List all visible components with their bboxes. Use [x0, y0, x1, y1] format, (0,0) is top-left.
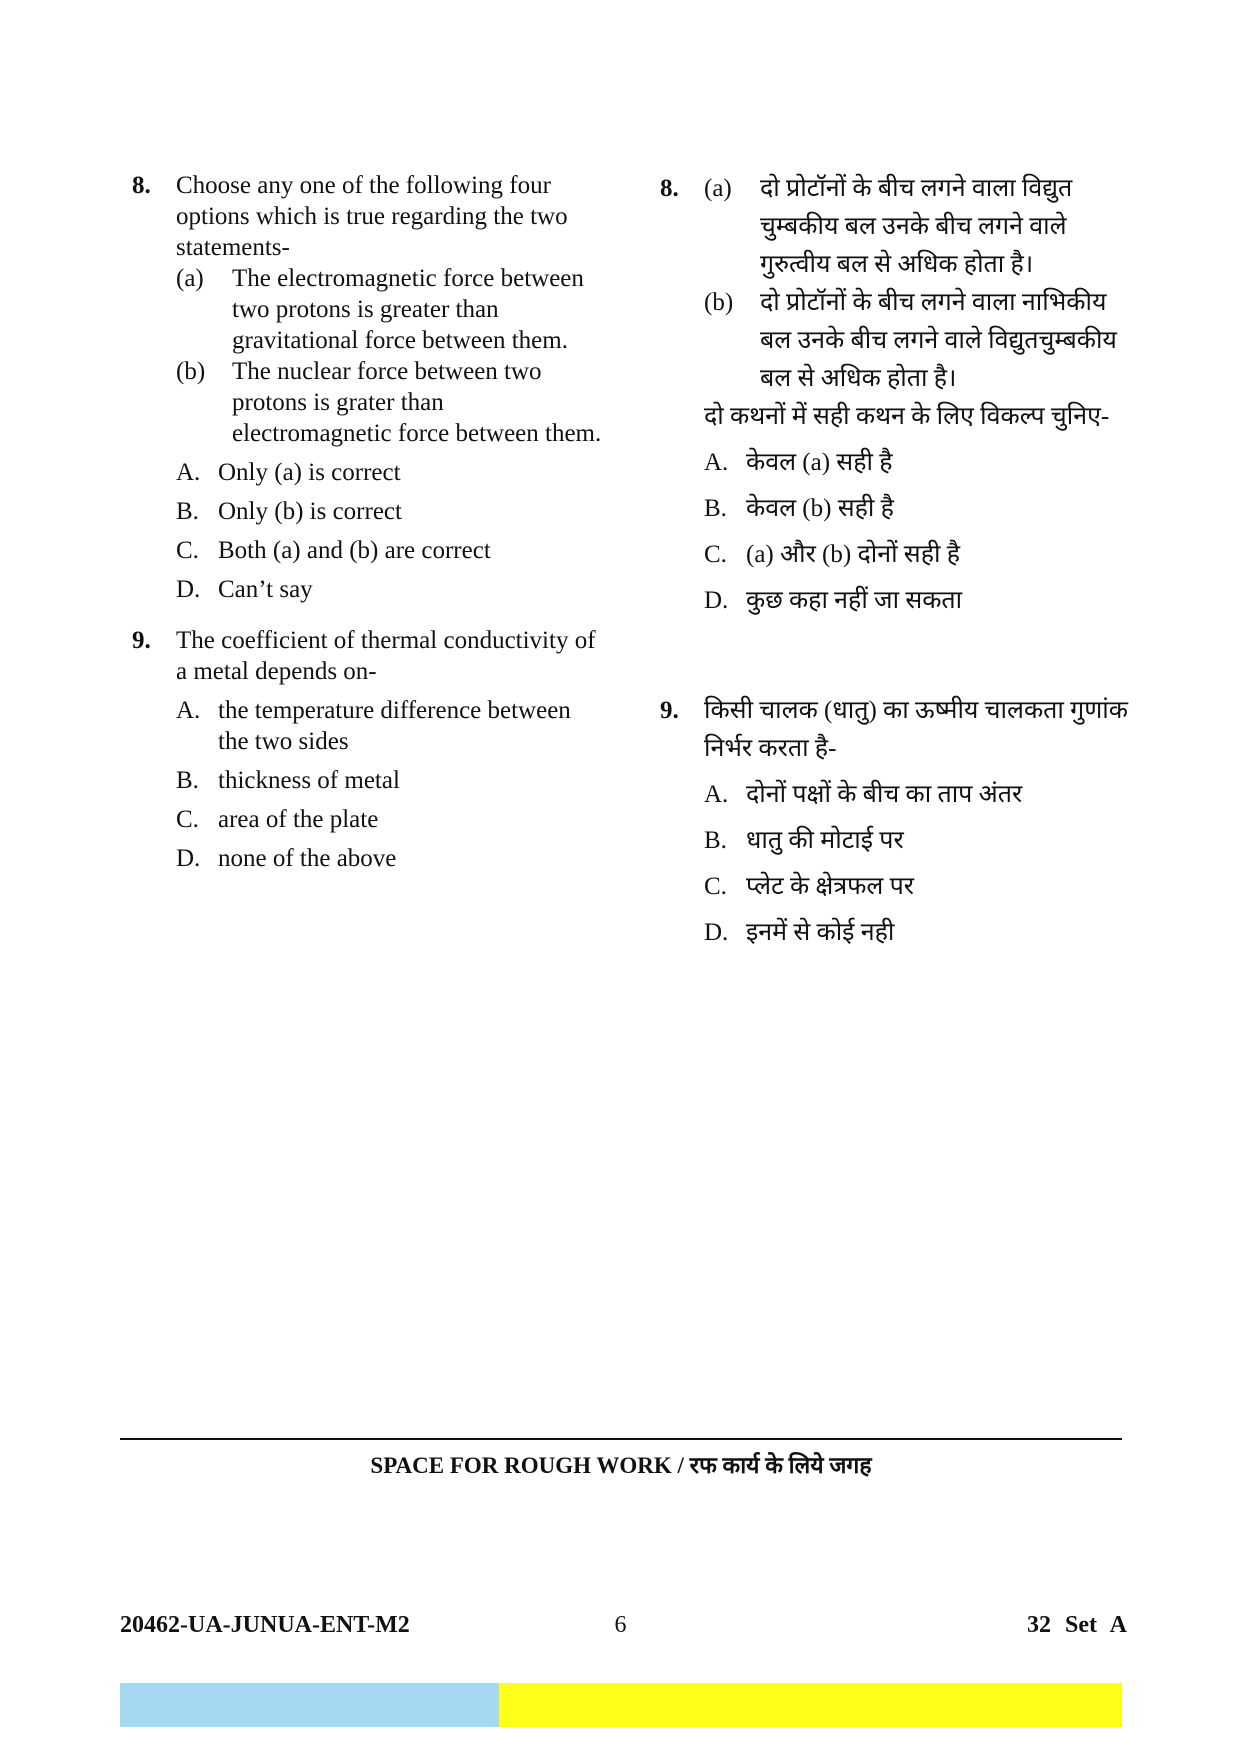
option-text: (a) और (b) दोनों सही है — [746, 541, 960, 568]
question-9-hi — [660, 692, 1140, 952]
option-text: Only (b) is correct — [218, 498, 402, 525]
question-number: 8. — [660, 175, 679, 202]
options-list — [176, 695, 602, 874]
question-8-en — [132, 170, 602, 605]
option-b — [176, 765, 602, 796]
rough-work-heading: SPACE FOR ROUGH WORK / रफ कार्य के लिये जगह — [370, 1453, 872, 1478]
option-text: thickness of metal — [218, 767, 400, 794]
question-stem: The coefficient of thermal conductivity of a metal depends on- — [176, 627, 596, 685]
option-label: A. — [176, 697, 201, 724]
page-number: 6 — [614, 1612, 627, 1638]
option-label: A. — [704, 449, 729, 476]
set-label: 32 Set A — [1027, 1612, 1127, 1638]
option-text: इनमें से कोई नही — [746, 919, 895, 946]
option-a — [176, 695, 602, 757]
option-label: D. — [176, 576, 201, 603]
statement-a — [704, 170, 1140, 284]
option-d — [704, 914, 1140, 952]
option-label: C. — [704, 873, 727, 900]
question-8-hi — [660, 170, 1140, 620]
option-text: Only (a) is correct — [218, 459, 401, 486]
option-label: D. — [704, 919, 729, 946]
rough-work-divider — [120, 1438, 1122, 1440]
hindi-column — [660, 170, 1140, 620]
option-text: none of the above — [218, 845, 397, 872]
hindi-column-q9 — [660, 692, 1140, 952]
option-c — [704, 868, 1140, 906]
option-label: A. — [176, 459, 201, 486]
option-b — [704, 822, 1140, 860]
option-b — [176, 496, 602, 527]
option-text: केवल (a) सही है — [746, 449, 893, 476]
question-number: 9. — [660, 697, 679, 724]
footer-color-bar-yellow — [499, 1683, 1122, 1727]
question-9-en — [132, 625, 602, 874]
option-a — [176, 457, 602, 488]
statement-text: The nuclear force between two protons is grater than electromagnetic force between them. — [232, 358, 602, 447]
option-label: A. — [704, 781, 729, 808]
question-stem: Choose any one of the following four options which is true regarding the two statements- — [176, 172, 568, 261]
statement-b — [176, 356, 602, 449]
option-text: प्लेट के क्षेत्रफल पर — [746, 873, 915, 900]
statement-label: (b) — [704, 289, 734, 316]
statement-text: The electromagnetic force between two protons is greater than gravitational force between them. — [232, 265, 584, 354]
option-text: Both (a) and (b) are correct — [218, 537, 491, 564]
question-stem: किसी चालक (धातु) का ऊष्मीय चालकता गुणांक निर्भर करता है- — [704, 697, 1128, 762]
option-a — [704, 776, 1140, 814]
option-text: area of the plate — [218, 806, 379, 833]
option-text: Can’t say — [218, 576, 313, 603]
option-d — [176, 574, 602, 605]
question-stem: दो कथनों में सही कथन के लिए विकल्प चुनिए- — [704, 403, 1110, 430]
statement-label: (a) — [176, 265, 204, 292]
option-text: धातु की मोटाई पर — [746, 827, 904, 854]
option-b — [704, 490, 1140, 528]
question-number: 8. — [132, 172, 151, 199]
statement-text: दो प्रोटॉनों के बीच लगने वाला नाभिकीय बल उनके बीच लगने वाले विद्युतचुम्बकीय बल से अधिक होता है। — [760, 289, 1117, 392]
option-c — [704, 536, 1140, 574]
statement-b — [704, 284, 1140, 398]
statement-label: (b) — [176, 358, 206, 385]
option-label: B. — [704, 827, 727, 854]
statement-a — [176, 263, 602, 356]
options-list — [704, 776, 1140, 952]
option-c — [176, 804, 602, 835]
option-label: B. — [176, 767, 199, 794]
option-text: कुछ कहा नहीं जा सकता — [746, 587, 963, 614]
option-label: B. — [176, 498, 199, 525]
paper-code: 20462-UA-JUNUA-ENT-M2 — [120, 1612, 410, 1638]
option-text: the temperature difference between the two sides — [218, 697, 571, 755]
option-label: D. — [176, 845, 201, 872]
statement-label: (a) — [704, 175, 732, 202]
statement-text: दो प्रोटॉनों के बीच लगने वाला विद्युत चुम्बकीय बल उनके बीच लगने वाले गुरुत्वीय बल से अधिक होता है। — [760, 175, 1073, 278]
option-label: D. — [704, 587, 729, 614]
option-label: B. — [704, 495, 727, 522]
option-label: C. — [704, 541, 727, 568]
footer-color-bar-blue — [120, 1683, 499, 1727]
option-label: C. — [176, 806, 199, 833]
question-number: 9. — [132, 627, 151, 654]
option-text: दोनों पक्षों के बीच का ताप अंतर — [746, 781, 1023, 808]
option-a — [704, 444, 1140, 482]
option-label: C. — [176, 537, 199, 564]
option-d — [704, 582, 1140, 620]
options-list — [704, 444, 1140, 620]
options-list — [176, 457, 602, 605]
option-d — [176, 843, 602, 874]
option-c — [176, 535, 602, 566]
english-column — [132, 170, 602, 874]
option-text: केवल (b) सही है — [746, 495, 894, 522]
